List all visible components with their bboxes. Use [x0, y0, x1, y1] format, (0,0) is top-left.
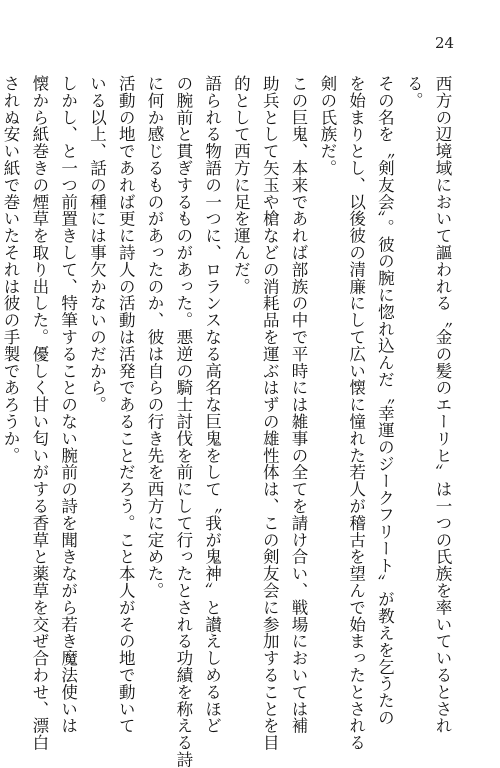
- text-line: の腕前と貫ぎするものがあった。悪逆の騎士討伐を前にして行ったとされる功績を称える詩: [173, 75, 193, 768]
- text-line: 語られる物語の一つに、ロランスなる高名な巨鬼をして〝我が鬼神〟と讃えしめるほど: [202, 75, 222, 735]
- text-line: その名を〝剣友会〟。彼の腕に惚れ込んだ〝幸運のジークフリート〟が教えを乞うたの: [375, 75, 395, 726]
- text-line: いる以上、話の種には事欠かないのだから。: [87, 75, 107, 413]
- text-line: 西方の辺境域において謳われる〝金の髪のエーリヒ〟は一つの氏族を率いているとされ: [433, 75, 452, 735]
- text-line: 助兵として矢玉や槍などの消耗品を運ぶはずの雄性体は、この剣友会に参加することを目: [260, 75, 280, 751]
- text-line: を始まりとし、以後彼の清廉にして広い懐に憧れた若人が稽古を望んで始まったとされる: [346, 75, 366, 751]
- text-line: 的として西方に足を運んだ。: [231, 75, 251, 295]
- page-number: 24: [435, 34, 455, 52]
- text-line: 活動の地であれば更に詩人の活動は活発であることだろう。こと本人がその地で動いて: [116, 75, 136, 735]
- text-line: る。: [404, 75, 424, 109]
- vertical-text-body: [0, 75, 456, 768]
- text-line: されぬ安い紙で巻いたそれは彼の手製であろうか。: [1, 75, 21, 464]
- text-line: 剣の氏族だ。: [317, 75, 337, 177]
- text-line: に何か感じるものがあったのか、彼は自らの行き先を西方に定めた。: [145, 75, 165, 599]
- text-line: しかし、と一つ前置きして、特筆することのない腕前の詩を聞きながら若き魔法使いは: [58, 75, 78, 735]
- text-line: この巨鬼、本来であれば部族の中で平時には雑事の全てを請け合い、戦場においては補: [289, 75, 309, 735]
- text-line: 懐から紙巻きの煙草を取り出した。優しく甘い匂いがする香草と薬草を交ぜ合わせ、漂白: [29, 75, 49, 751]
